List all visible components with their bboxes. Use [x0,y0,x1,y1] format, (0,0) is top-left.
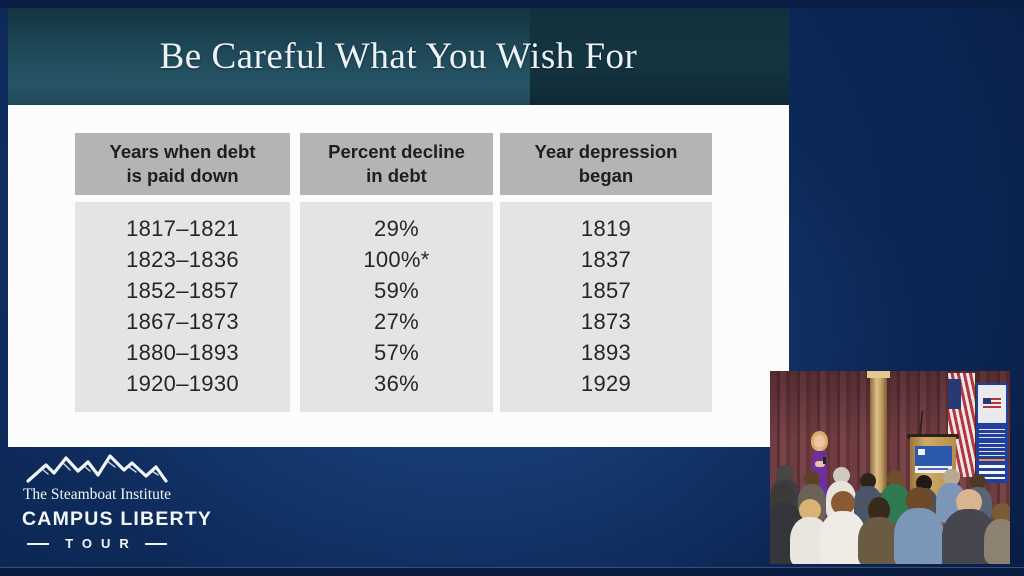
table-cell: 1837 [580,246,632,272]
table-column-depression [500,133,712,412]
table-column-years [75,133,290,412]
column-header-decline [300,133,493,195]
speaker-microphone [823,457,826,464]
table-cell: 1893 [580,339,632,365]
table-cell: 57% [374,339,419,365]
banner-flag-canton [983,398,991,404]
tour-banner [976,383,1008,483]
header-line: is paid down [126,165,239,186]
presentation-slide [8,8,789,447]
institute-name: The Steamboat Institute [22,486,172,503]
table-cell: 1852–1857 [126,277,239,303]
video-inset [770,371,1010,564]
table-cell: 27% [374,308,419,334]
table-cell: 1929 [580,370,632,396]
podium-sign-logo [918,449,925,455]
table-cell: 1823–1836 [126,246,239,272]
banner-accent-line [979,459,1005,461]
slide-title: Be Careful What You Wish For [159,36,638,77]
column-body-decline [300,202,493,412]
table-cell: 36% [374,370,419,396]
mountain-range-icon [26,452,168,484]
table-cell: 100%* [363,246,430,272]
table-cell: 1857 [580,277,632,303]
steamboat-logo [22,452,213,551]
table-cell: 1817–1821 [126,215,239,241]
flag-canton [948,379,961,409]
banner-fine-print [979,443,1005,456]
table-cell: 1920–1930 [126,370,239,396]
american-flag-small [983,398,1001,410]
tour-line [22,536,172,551]
header-line: Years when debt [109,141,256,163]
header-line: Year depression [534,141,678,163]
tour-dash-right [145,543,167,545]
audience-member [984,503,1010,564]
stage-column-capital [867,371,890,378]
banner-flag-panel [978,385,1006,423]
table-cell: 29% [374,215,419,241]
table-cell: 59% [374,277,419,303]
program-name: CAMPUS LIBERTY [22,508,213,530]
table-cell: 1873 [580,308,632,334]
table-cell: 1867–1873 [126,308,239,334]
header-line: Percent decline [328,141,465,163]
column-header-depression [500,133,712,195]
banner-fine-print [979,429,1005,438]
table-cell: 1819 [580,215,632,241]
header-line: began [578,165,634,186]
column-body-years [75,202,290,412]
audience-member [894,487,944,564]
column-body-depression [500,202,712,412]
table-cell: 1880–1893 [126,339,239,365]
table-column-decline [300,133,493,412]
slide-title-bar [8,8,789,105]
column-header-years [75,133,290,195]
tour-label: TOUR [65,536,138,551]
header-line: in debt [366,165,427,186]
tour-dash-left [27,543,49,545]
bottom-border-strip [0,567,1024,576]
top-border-strip [0,0,1024,8]
